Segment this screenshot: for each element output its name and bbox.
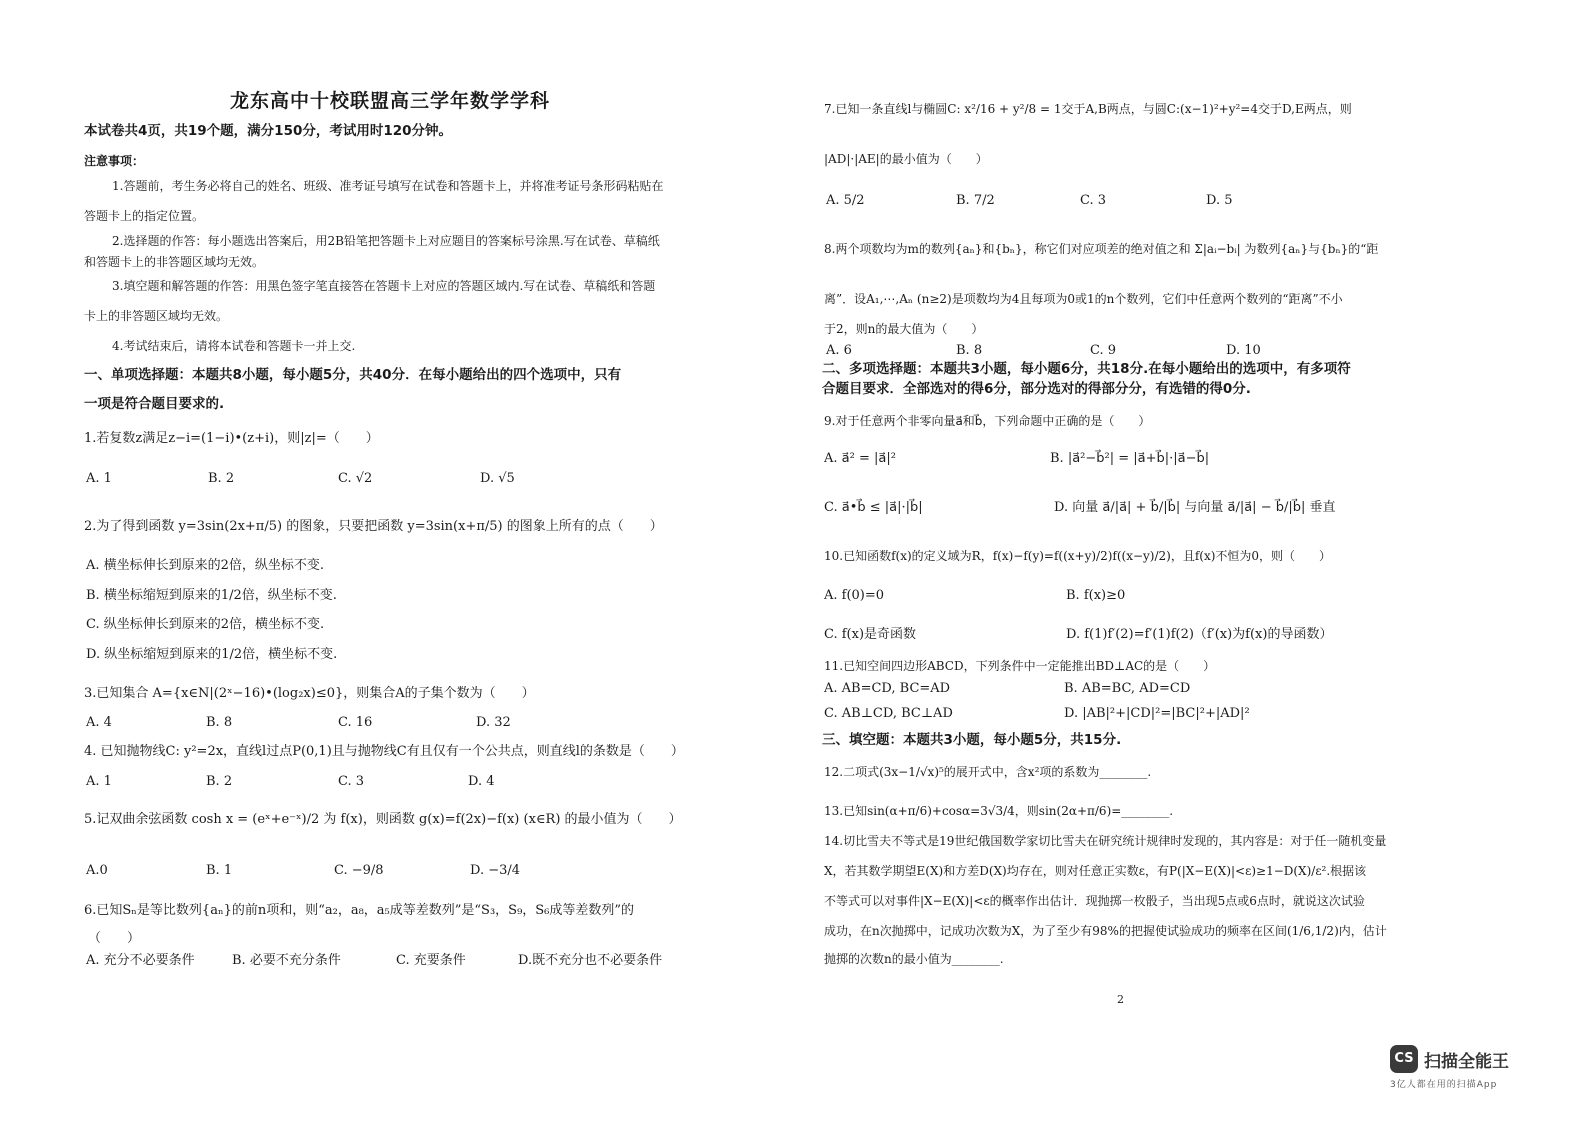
q7-option-d: D. 5 [1206, 193, 1233, 208]
notice-line: 答题卡上的指定位置。 [84, 209, 205, 223]
q8-option-b: B. 8 [956, 343, 983, 358]
q2-option-a: A. 横坐标伸长到原来的2倍，纵坐标不变. [86, 558, 325, 573]
q9-option-a: A. a⃗² = |a⃗|² [824, 451, 896, 466]
section2-heading: 二、多项选择题：本题共3小题，每小题6分，共18分.在每小题给出的选项中，有多项符 [822, 361, 1351, 377]
watermark-slogan: 3亿人都在用的扫描App [1390, 1080, 1498, 1090]
notice-line: 卡上的非答题区域均无效。 [84, 309, 229, 323]
q11-option-a: A. AB=CD, BC=AD [824, 681, 951, 696]
q2-option-c: C. 纵坐标伸长到原来的2倍，横坐标不变. [86, 617, 325, 632]
q1-option-c: C. √2 [338, 471, 373, 486]
question-3: 3.已知集合 A={x∈N|(2ˣ−16)•(log₂x)≤0}，则集合A的子集个数为（ ） [84, 686, 535, 701]
q6-option-a: A. 充分不必要条件 [86, 953, 195, 968]
q6-option-d: D.既不充分也不必要条件 [518, 953, 663, 968]
watermark-name: 扫描全能王 [1424, 1052, 1509, 1072]
question-2: 2.为了得到函数 y=3sin(2x+π/5) 的图象，只要把函数 y=3sin(x+π/5) 的图象上所有的点（ ） [84, 519, 663, 534]
q4-option-b: B. 2 [206, 774, 233, 789]
section2-heading-cont: 合题目要求．全部选对的得6分，部分选对的得部分分，有选错的得0分. [822, 381, 1251, 397]
question-4: 4. 已知抛物线C: y²=2x，直线l过点P(0,1)且与抛物线C有且仅有一个公共点，则直线l的条数是（ ） [84, 744, 684, 759]
q11-option-b: B. AB=BC, AD=CD [1064, 681, 1191, 696]
notice-line: 1.答题前，考生务必将自己的姓名、班级、准考证号填写在试卷和答题卡上，并将准考证号条形码粘贴在 [112, 179, 664, 193]
section1-heading-cont: 一项是符合题目要求的. [84, 396, 225, 412]
question-7: 7.已知一条直线l与椭圆C: x²/16 + y²/8 = 1交于A,B两点，与圆C:(x−1)²+y²=4交于D,E两点，则 [824, 102, 1352, 116]
q7-option-b: B. 7/2 [956, 193, 995, 208]
question-12: 12.二项式(3x−1/√x)⁵的展开式中，含x²项的系数为________. [824, 765, 1152, 779]
question-7-cont: |AD|·|AE|的最小值为（ ） [824, 152, 988, 166]
q9-option-b: B. |a⃗²−b⃗²| = |a⃗+b⃗|·|a⃗−b⃗| [1050, 451, 1210, 466]
question-1: 1.若复数z满足z−i=(1−i)•(z+i)，则|z|=（ ） [84, 431, 379, 446]
q7-option-c: C. 3 [1080, 193, 1107, 208]
question-5: 5.记双曲余弦函数 cosh x = (eˣ+e⁻ˣ)/2 为 f(x)，则函数 g(x)=f(2x)−f(x) (x∈R) 的最小值为（ ） [84, 812, 682, 827]
q2-option-b: B. 横坐标缩短到原来的1/2倍，纵坐标不变. [86, 588, 337, 603]
q8-option-c: C. 9 [1090, 343, 1117, 358]
scanner-watermark [1390, 1045, 1540, 1095]
section1-heading: 一、单项选择题：本题共8小题，每小题5分，共40分．在每小题给出的四个选项中，只有 [84, 367, 622, 383]
question-13: 13.已知sin(α+π/6)+cosα=3√3/4，则sin(2α+π/6)=________. [824, 804, 1174, 818]
question-11: 11.已知空间四边形ABCD，下列条件中一定能推出BD⊥AC的是（ ） [824, 659, 1216, 673]
q5-option-d: D. −3/4 [470, 863, 521, 878]
q10-option-c: C. f(x)是奇函数 [824, 627, 917, 642]
q5-option-b: B. 1 [206, 863, 233, 878]
page-number: 2 [1117, 993, 1124, 1006]
question-14-line: 14.切比雪夫不等式是19世纪俄国数学家切比雪夫在研究统计规律时发现的，其内容是：对于任一随机变量 [824, 834, 1387, 848]
q8-option-a: A. 6 [826, 343, 852, 358]
q10-option-a: A. f(0)=0 [824, 588, 885, 603]
question-8-cont: 离”．设A₁,⋯,Aₙ (n≥2)是项数均为4且每项为0或1的n个数列，它们中任意两个数列的“距离”不小 [824, 292, 1343, 306]
question-6: 6.已知Sₙ是等比数列{aₙ}的前n项和，则“a₂，a₈，a₅成等差数列”是“S₃，S₉，S₆成等差数列”的 [84, 903, 635, 918]
exam-title: 龙东高中十校联盟高三学年数学学科 [230, 90, 551, 112]
notice-line: 3.填空题和解答题的作答：用黑色签字笔直接答在答题卡上对应的答题区域内.写在试卷、草稿纸和答题 [112, 279, 656, 293]
section3-heading: 三、填空题：本题共3小题，每小题5分，共15分. [822, 732, 1122, 748]
q6-option-c: C. 充要条件 [396, 953, 466, 968]
q4-option-d: D. 4 [468, 774, 495, 789]
right-page [790, 0, 1588, 1123]
q1-option-b: B. 2 [208, 471, 235, 486]
exam-intro: 本试卷共4页，共19个题，满分150分，考试用时120分钟。 [84, 123, 453, 139]
q3-option-d: D. 32 [476, 715, 511, 730]
q9-option-c: C. a⃗•b⃗ ≤ |a⃗|·|b⃗| [824, 500, 923, 515]
q7-option-a: A. 5/2 [826, 193, 865, 208]
question-14-line: 不等式可以对事件|X−E(X)|<ε的概率作出估计．现抛掷一枚骰子，当出现5点或6点时，就说这次试验 [824, 894, 1365, 908]
q1-option-a: A. 1 [86, 471, 112, 486]
question-14-line: 成功，在n次抛掷中，记成功次数为X，为了至少有98%的把握使试验成功的频率在区间(1/6,1/2)内，估计 [824, 924, 1387, 938]
q5-option-a: A.0 [86, 863, 108, 878]
notice-line: 4.考试结束后，请将本试卷和答题卡一并上交. [112, 339, 356, 353]
question-9: 9.对于任意两个非零向量a⃗和b⃗，下列命题中正确的是（ ） [824, 414, 1151, 428]
notice-line: 和答题卡上的非答题区域均无效。 [84, 255, 265, 269]
q4-option-a: A. 1 [86, 774, 112, 789]
q4-option-c: C. 3 [338, 774, 365, 789]
question-14-line: 抛掷的次数n的最小值为________. [824, 952, 1004, 966]
q10-option-b: B. f(x)≥0 [1066, 588, 1126, 603]
q6-answer-paren: （ ） [88, 931, 141, 946]
q5-option-c: C. −9/8 [334, 863, 384, 878]
question-14-line: X，若其数学期望E(X)和方差D(X)均存在，则对任意正实数ε，有P(|X−E(X)|<ε)≥1−D(X)/ε².根据该 [824, 864, 1367, 878]
q8-option-d: D. 10 [1226, 343, 1261, 358]
notice-line: 2.选择题的作答：每小题选出答案后，用2B铅笔把答题卡上对应题目的答案标号涂黑.写在试卷、草稿纸 [112, 234, 660, 248]
q2-option-d: D. 纵坐标缩短到原来的1/2倍，横坐标不变. [86, 647, 338, 662]
question-8: 8.两个项数均为m的数列{aₙ}和{bₙ}，称它们对应项差的绝对值之和 Σ|aᵢ−bᵢ| 为数列{aₙ}与{bₙ}的“距 [824, 242, 1379, 256]
notice-heading: 注意事项： [84, 154, 145, 168]
q6-option-b: B. 必要不充分条件 [232, 953, 341, 968]
left-page [0, 0, 780, 1123]
q1-option-d: D. √5 [480, 471, 515, 486]
q9-option-d: D. 向量 a⃗/|a⃗| + b⃗/|b⃗| 与向量 a⃗/|a⃗| − b⃗/|b⃗| 垂直 [1054, 500, 1336, 515]
question-8-cont: 于2，则n的最大值为（ ） [824, 322, 984, 336]
q10-option-d: D. f(1)f′(2)=f′(1)f(2)（f′(x)为f(x)的导函数） [1066, 627, 1333, 642]
question-10: 10.已知函数f(x)的定义域为R，f(x)−f(y)=f((x+y)/2)f((x−y)/2)，且f(x)不恒为0，则（ ） [824, 549, 1332, 563]
q3-option-b: B. 8 [206, 715, 233, 730]
q3-option-c: C. 16 [338, 715, 373, 730]
camscanner-logo-icon: CS [1390, 1045, 1418, 1073]
q11-option-d: D. |AB|²+|CD|²=|BC|²+|AD|² [1064, 706, 1250, 721]
q11-option-c: C. AB⊥CD, BC⊥AD [824, 706, 953, 721]
q3-option-a: A. 4 [86, 715, 112, 730]
